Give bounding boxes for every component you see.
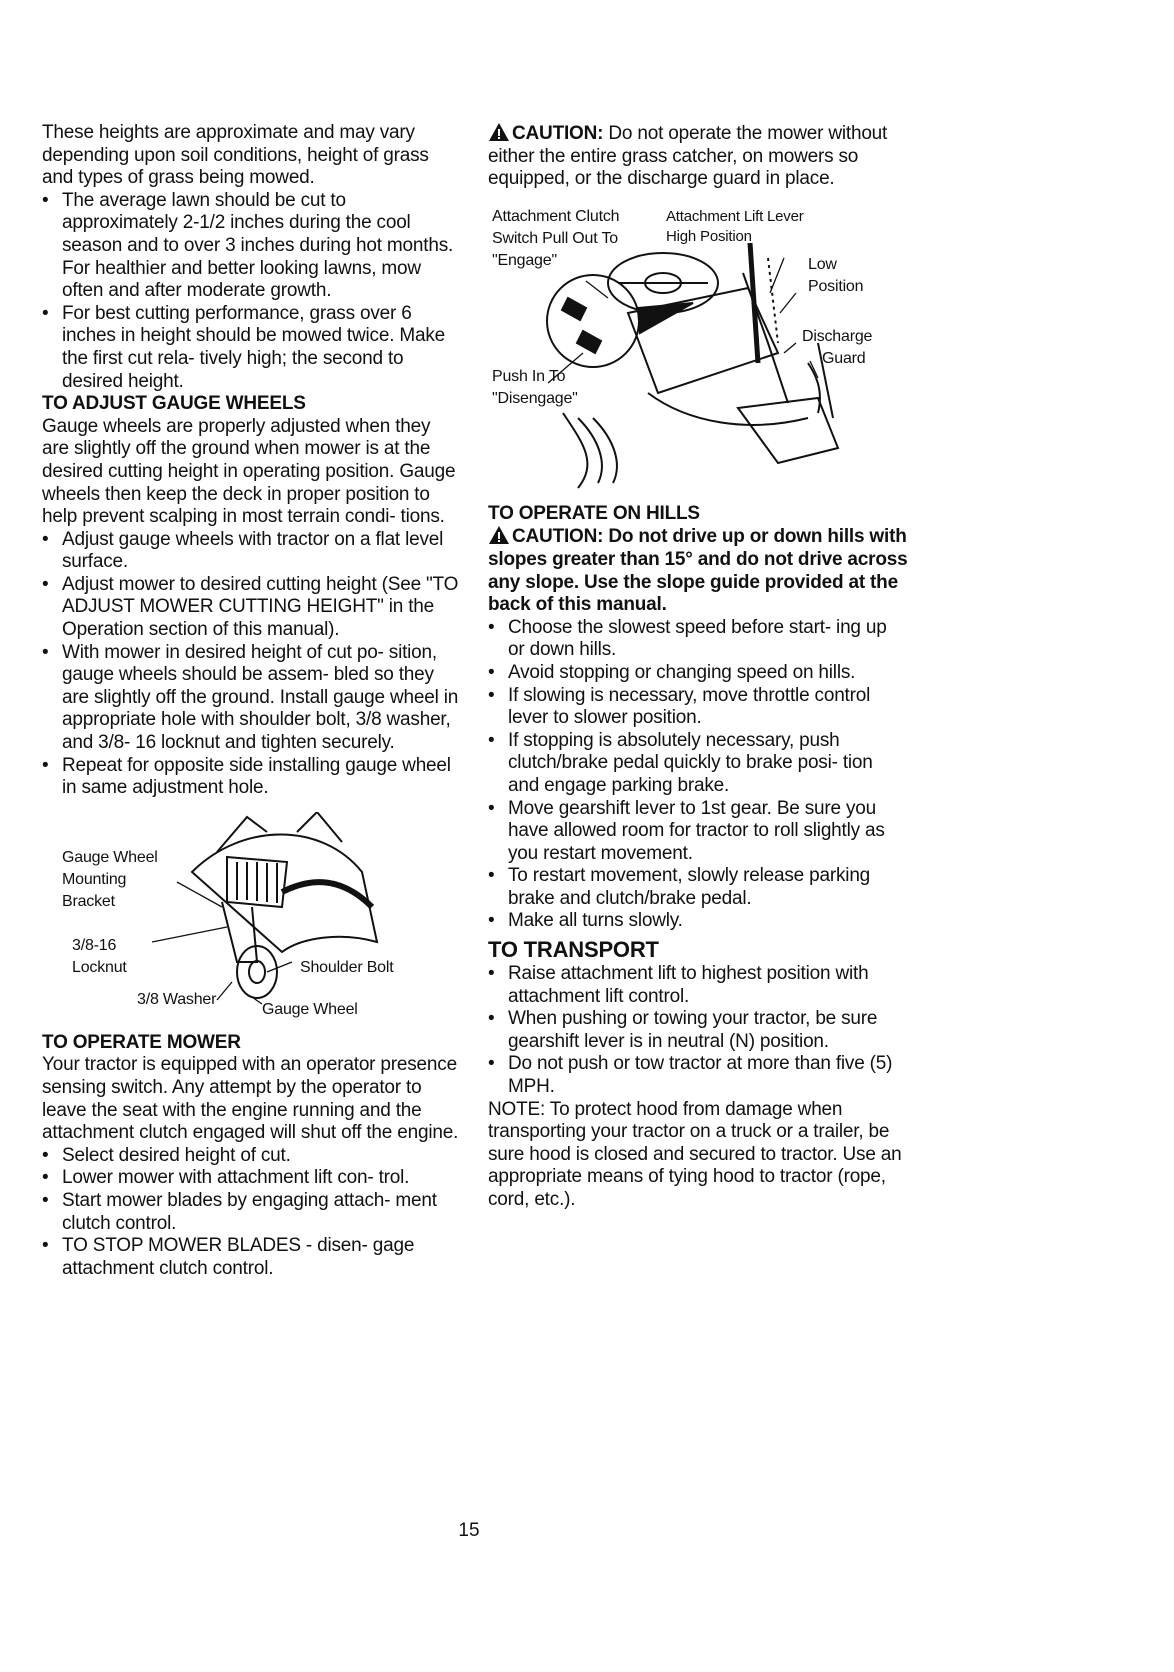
label-lift-lever-1: Attachment Lift Lever — [666, 207, 804, 225]
intro-paragraph: These heights are approximate and may vary depending upon soil conditions, height of grass and types of grass being mowed. — [42, 122, 429, 189]
label-discharge-guard-2: Guard — [822, 349, 866, 367]
list-item: • If slowing is necessary, move throttle control lever to slower position. — [488, 685, 908, 730]
list-item: • Avoid stopping or changing speed on hills. — [488, 662, 908, 685]
gauge-wheel-figure — [42, 812, 452, 1022]
label-push-in-2: "Disengage" — [492, 389, 578, 407]
list-item: • Raise attachment lift to highest position with attachment lift control. — [488, 963, 908, 1008]
label-attachment-clutch-2: Switch Pull Out To — [492, 229, 618, 247]
label-lift-lever-2: High Position — [666, 227, 752, 245]
label-gauge-wheel: Gauge Wheel — [262, 1000, 358, 1018]
list-item: • Repeat for opposite side installing gauge wheel in same adjustment hole. — [42, 755, 462, 800]
attachment-clutch-figure — [488, 203, 908, 493]
list-item: • With mower in desired height of cut po- sition, gauge wheels should be assem- bled so they are slightly off the ground. Install gauge wheel in appropriate hole with shoulder bolt, 3/8 washer, and 3/8- 16 locknut and tighten securely. — [42, 642, 462, 755]
list-item: • Choose the slowest speed before start- ing up or down hills. — [488, 617, 908, 662]
list-item: • When pushing or towing your tractor, be sure gearshift lever is in neutral (N) position. — [488, 1008, 908, 1053]
label-push-in-1: Push In To — [492, 367, 566, 385]
intro-bullet-list — [42, 190, 462, 393]
label-discharge-guard-1: Discharge — [802, 327, 873, 345]
operate-mower-heading: TO OPERATE MOWER — [42, 1031, 241, 1053]
caution-hills-paragraph — [488, 525, 908, 616]
warning-triangle-icon — [488, 525, 510, 545]
label-gauge-wheel-bracket-2: Mounting — [62, 870, 127, 888]
caution-label: CAUTION: — [512, 123, 604, 144]
label-gauge-wheel-bracket-1: Gauge Wheel — [62, 848, 158, 866]
transport-bullet-list — [488, 963, 908, 1099]
warning-triangle-icon — [488, 122, 510, 142]
list-item: • To restart movement, slowly release parking brake and clutch/brake pedal. — [488, 865, 908, 910]
label-attachment-clutch-1: Attachment Clutch — [492, 207, 620, 225]
hills-bullet-list — [488, 617, 908, 933]
operate-hills-heading: TO OPERATE ON HILLS — [488, 502, 700, 524]
left-column — [42, 122, 462, 1280]
list-item: • Make all turns slowly. — [488, 910, 908, 933]
gauge-wheel-illustration — [42, 812, 452, 1022]
transport-note: NOTE: To protect hood from damage when transporting your tractor on a truck or a trailer, be sure hood is closed and secured to tractor. Use an appropriate means of tying hood to tractor (rope, cord, etc.). — [488, 1098, 902, 1210]
caution-label: CAUTION: — [512, 526, 604, 548]
list-item: • For best cutting performance, grass over 6 inches in height should be mowed twice. Make the first cut rela- tively high; the second to desired height. — [42, 303, 462, 393]
list-item: • Do not push or tow tractor at more than five (5) MPH. — [488, 1053, 908, 1098]
list-item: • The average lawn should be cut to approximately 2-1/2 inches during the cool season and to over 3 inches during hot months. For healthier and better looking lawns, mow often and after moderate growth. — [42, 190, 462, 303]
label-washer: 3/8 Washer — [137, 990, 217, 1008]
gauge-wheels-heading: TO ADJUST GAUGE WHEELS — [42, 393, 306, 415]
operate-bullet-list — [42, 1145, 462, 1281]
label-attachment-clutch-3: "Engage" — [492, 251, 557, 269]
label-low-position-1: Low — [808, 255, 837, 273]
caution-text: Do not drive up or down hills with slopes greater than 15° and do not drive across any slope. Use the slope guide provided at the back of this manual. — [488, 526, 908, 616]
caution-mower-paragraph — [488, 122, 908, 191]
label-locknut-2: Locknut — [72, 958, 127, 976]
label-shoulder-bolt: Shoulder Bolt — [300, 958, 394, 976]
list-item: • If stopping is absolutely necessary, push clutch/brake pedal quickly to brake posi- tion and engage parking brake. — [488, 730, 908, 798]
list-item: • Lower mower with attachment lift con- trol. — [42, 1167, 462, 1190]
operate-mower-paragraph: Your tractor is equipped with an operator presence sensing switch. Any attempt by the operator to leave the seat with the engine running and the attachment clutch engaged will shut off the engine. — [42, 1054, 459, 1144]
list-item: • Move gearshift lever to 1st gear. Be sure you have allowed room for tractor to roll slightly as you restart movement. — [488, 798, 908, 866]
caution-text: Do not operate the mower without either the entire grass catcher, on mowers so equipped, or the discharge guard in place. — [488, 123, 888, 190]
label-gauge-wheel-bracket-3: Bracket — [62, 892, 115, 910]
list-item: • Start mower blades by engaging attach- ment clutch control. — [42, 1190, 462, 1235]
page-number: 15 — [458, 1520, 480, 1541]
label-locknut-1: 3/8-16 — [72, 936, 117, 954]
gauge-bullet-list — [42, 529, 462, 800]
list-item: • Adjust mower to desired cutting height (See "TO ADJUST MOWER CUTTING HEIGHT" in the Operation section of this manual). — [42, 574, 462, 642]
right-column — [488, 122, 908, 1212]
page-number-container — [0, 1520, 1174, 1542]
list-item: • TO STOP MOWER BLADES - disen- gage attachment clutch control. — [42, 1235, 462, 1280]
transport-heading: TO TRANSPORT — [488, 937, 659, 963]
list-item: • Select desired height of cut. — [42, 1145, 462, 1168]
label-low-position-2: Position — [808, 277, 864, 295]
gauge-wheels-paragraph: Gauge wheels are properly adjusted when they are slightly off the ground when mower is at the desired cutting height in operating position. Gauge wheels then keep the deck in proper position to help prevent scalping in most terrain condi- tions. — [42, 415, 456, 528]
list-item: • Adjust gauge wheels with tractor on a flat level surface. — [42, 529, 462, 574]
